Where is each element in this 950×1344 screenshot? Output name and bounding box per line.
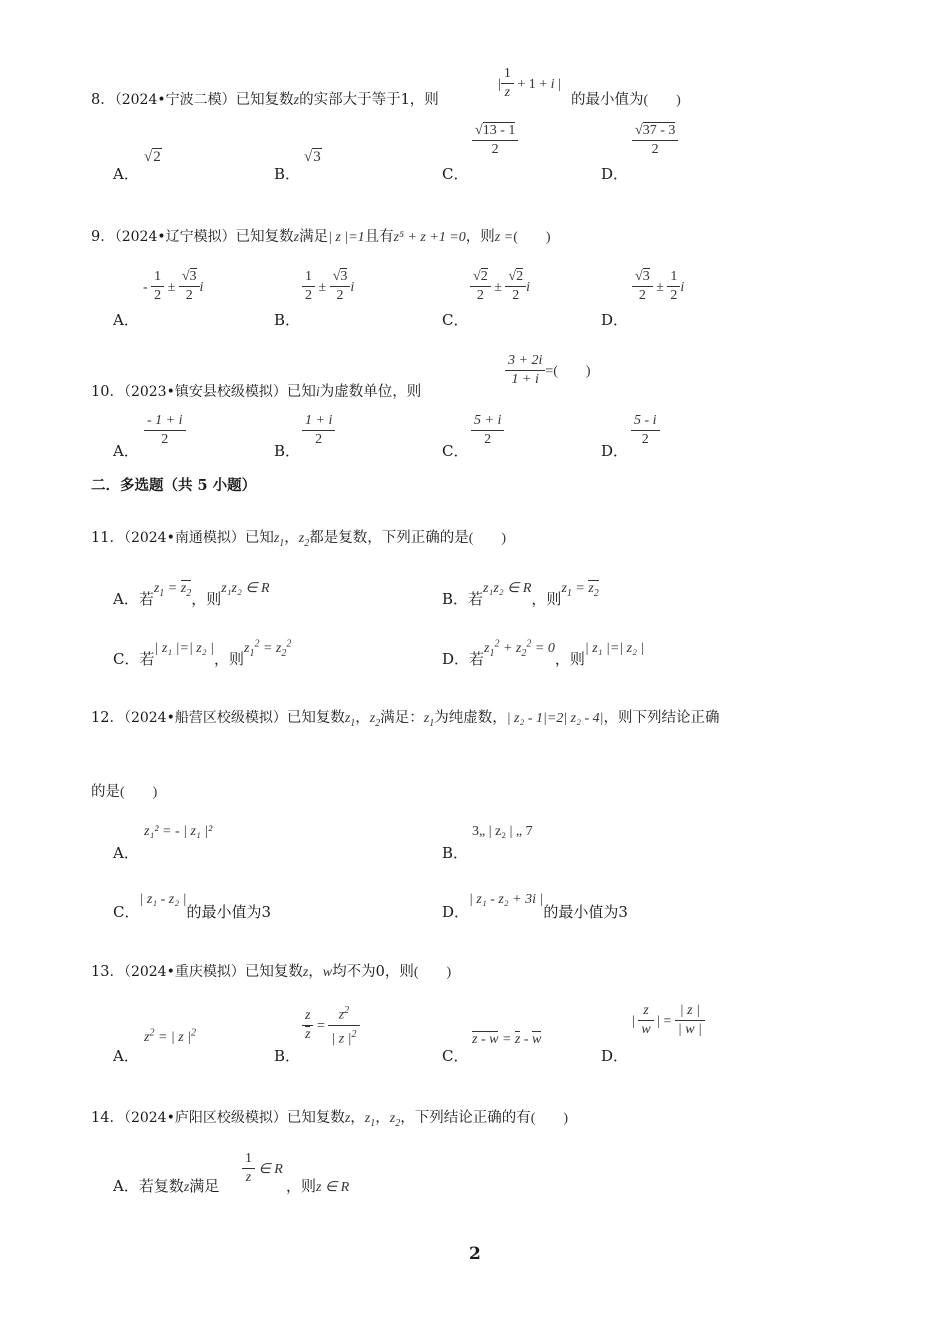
- q10-text-1: 已知: [286, 384, 316, 400]
- q12-option-c: [113, 892, 272, 922]
- q14-option-a: A．若复数z满足: [113, 1177, 220, 1195]
- q8-expression: | $\frac{1}{z}$ + 1 + i |: [498, 66, 561, 100]
- q10-a-denominator: 2: [161, 432, 169, 447]
- q11-c-then: ，则: [213, 650, 244, 668]
- q14-a-label: A．若复数: [113, 1177, 184, 1195]
- q10-option-d-label: D．: [601, 442, 629, 460]
- q11-text-2: 都是复数，下列正确的是: [309, 530, 469, 546]
- q12-text-4: ，则下列结论正确: [603, 710, 720, 726]
- q10-d-numerator: 5 - i: [631, 412, 660, 431]
- q12-condition: | z₂ - 1|=2| z₂ - 4|: [506, 711, 604, 726]
- q13-number: 13．: [91, 964, 124, 980]
- q12-source: （2024•船营区校级模拟）: [123, 710, 287, 726]
- q10-frac-denominator: 1 + i: [511, 372, 539, 387]
- q9-text-3: 且有: [364, 229, 394, 245]
- q13-option-b-math: $\frac{z}{z}$ = $\frac{z^2}{| z |^2}$: [302, 1002, 360, 1048]
- question-14: 14．（2024•庐阳区校级模拟）已知复数z，$z_1$，$z_2$，下列结论正确的有( ): [91, 1110, 569, 1129]
- q13-text-2: 均不为0，则: [332, 964, 414, 980]
- q9-option-c-math: $\frac{√2}{2}$ ± $\frac{√2}{2}$ i: [470, 268, 530, 305]
- q12-option-d: [442, 892, 628, 922]
- q9-answer: z =: [494, 230, 514, 245]
- q8-d-denominator: 2: [651, 142, 659, 157]
- q9-option-b-math: $\frac{1}{2}$ ± $\frac{√3}{2}$ i: [302, 268, 354, 305]
- q13-option-c-math: z - w = z - w: [472, 1032, 542, 1047]
- q10-b-denominator: 2: [315, 432, 323, 447]
- question-8: [91, 88, 439, 109]
- q13-text-1: 已知复数: [244, 964, 303, 980]
- q8-a-radicand: 2: [153, 149, 161, 165]
- q12-option-a-label: A．: [113, 844, 139, 862]
- question-12-continued: [91, 780, 157, 801]
- q8-option-c-label: C．: [442, 165, 469, 183]
- q8-text-2: 的实部大于等于1，则: [299, 92, 439, 108]
- q14-source: （2024•庐阳区校级模拟）: [123, 1110, 287, 1126]
- q10-d-denominator: 2: [641, 432, 649, 447]
- q9-condition-1: | z |=1: [328, 230, 365, 245]
- q14-option-a-tail: [286, 1175, 349, 1196]
- q11-a-label: A．若: [113, 590, 154, 608]
- q14-option-a-math: $\frac{1}{z}$ ∈ R: [242, 1150, 283, 1187]
- q9-option-a-math: - $\frac{1}{2}$ ± $\frac{√3}{2}$ i: [143, 269, 204, 303]
- q13-option-d-label: D．: [601, 1047, 629, 1065]
- q8-source: （2024•宁波二模）: [114, 92, 236, 108]
- question-10: [91, 380, 421, 401]
- q10-number: 10．: [91, 384, 124, 400]
- q9-option-c-label: C．: [442, 311, 469, 329]
- q11-source: （2024•南通模拟）: [123, 530, 245, 546]
- q11-b-label: B．若: [442, 590, 484, 608]
- q12-answer-paren: ( ): [120, 785, 158, 800]
- q11-a-then: ，则: [191, 590, 222, 608]
- q11-c-label: C．若: [113, 650, 155, 668]
- q10-option-c-math: [471, 412, 504, 449]
- q13-option-a-math: $z^2$ = | z $|^2$: [144, 1027, 197, 1045]
- q12-c-expr: | z₁ - z₂ |: [139, 892, 187, 907]
- q10-answer-paren: ( ): [553, 364, 591, 379]
- q11-d-label: D．若: [442, 650, 485, 668]
- q9-var: z: [293, 230, 300, 245]
- q14-a-conclusion: z ∈ R: [316, 1180, 350, 1195]
- q8-option-b-math: √3: [304, 149, 321, 165]
- q14-text-2: ，下列结论正确的有: [400, 1110, 531, 1126]
- q10-c-denominator: 2: [484, 432, 492, 447]
- q10-option-a-math: [144, 412, 186, 449]
- q10-var: i: [315, 385, 320, 400]
- q9-text-4: ，则: [465, 229, 495, 245]
- q12-option-b-math: 3„ | z₂ | „ 7: [472, 824, 533, 839]
- q10-text-2: 为虚数单位，则: [319, 384, 422, 400]
- q9-text-1: 已知复数: [235, 229, 294, 245]
- q12-option-b-label: B．: [442, 844, 469, 862]
- q11-b-condition: z₁z₂ ∈ R: [483, 581, 532, 596]
- q8-option-a-math: √2: [144, 149, 161, 165]
- q8-text-1: 已知复数: [235, 92, 294, 108]
- q12-text-1: 已知复数: [286, 710, 345, 726]
- q8-option-c-math: $\frac{√13 - 1}{2}$: [472, 122, 518, 159]
- q11-answer-paren: ( ): [468, 531, 507, 546]
- q10-source: （2023•镇安县校级模拟）: [123, 384, 287, 400]
- page-number: 2: [469, 1244, 481, 1264]
- q11-a-conclusion: z₁z₂ ∈ R: [221, 581, 270, 596]
- q13-option-c-label: C．: [442, 1047, 469, 1065]
- q13-option-a-label: A．: [113, 1047, 139, 1065]
- q8-option-d-math: $\frac{√37 - 3}{2}$: [632, 122, 678, 159]
- q11-text-1: 已知: [244, 530, 274, 546]
- q10-equals: =: [545, 364, 554, 379]
- q13-answer-paren: ( ): [413, 965, 452, 980]
- q10-c-numerator: 5 + i: [471, 412, 504, 431]
- q13-option-b-label: B．: [274, 1047, 301, 1065]
- q14-a-then: ，则: [286, 1177, 317, 1195]
- q14-a-text: 满足: [189, 1177, 220, 1195]
- q12-d-tail: 的最小值为3: [543, 903, 628, 921]
- question-13: 13．（2024•重庆模拟）已知复数z，w均不为0，则( ): [91, 964, 452, 980]
- q11-c-condition: | z₁ |=| z₂ |: [154, 641, 214, 656]
- q8-option-a-label: A．: [113, 165, 139, 183]
- q13-option-d-math: | $\frac{z}{w}$ | = $\frac{| z |}{| w |}$: [632, 1002, 705, 1039]
- q12-c-label: C．: [113, 903, 140, 921]
- q8-c-denominator: 2: [491, 142, 499, 157]
- q11-b-then: ，则: [531, 590, 562, 608]
- q14-answer-paren: ( ): [530, 1111, 569, 1126]
- q8-option-d-label: D．: [601, 165, 629, 183]
- q10-option-c-label: C．: [442, 442, 469, 460]
- q8-b-radicand: 3: [313, 149, 321, 165]
- q12-text-5: 的是: [91, 784, 120, 800]
- q10-expression: [505, 352, 591, 389]
- q11-option-d: D．若$z_1^2 + z_2^2 = 0$，则| z₁ |=| z₂ |: [442, 638, 645, 668]
- q9-option-d-math: $\frac{√3}{2}$ ± $\frac{1}{2}$ i: [632, 268, 684, 305]
- q12-number: 12．: [91, 710, 124, 726]
- q11-number: 11．: [91, 530, 124, 546]
- q9-text-2: 满足: [299, 229, 329, 245]
- q10-b-numerator: 1 + i: [302, 412, 335, 431]
- section-heading-multiple-choice: 二．多选题（共 5 小题）: [91, 477, 257, 494]
- question-9: [91, 225, 551, 246]
- q8-var: z: [293, 93, 300, 108]
- q8-tail: [571, 88, 681, 109]
- q12-text-3: 为纯虚数，: [434, 710, 507, 726]
- q10-option-d-math: [631, 412, 660, 449]
- q12-text-2: 满足：: [380, 710, 424, 726]
- q10-a-numerator: - 1 + i: [144, 412, 186, 431]
- question-11: 11．（2024•南通模拟）已知$z_1$，$z_2$都是复数，下列正确的是( ): [91, 530, 507, 549]
- q9-option-a-label: A．: [113, 311, 139, 329]
- q11-d-conclusion: | z₁ |=| z₂ |: [584, 641, 645, 656]
- q8-answer-paren: ( ): [643, 93, 681, 108]
- q12-option-a-math: z₁² = - | z₁ |²: [144, 824, 213, 839]
- q12-d-expr: | z₁ - z₂ + 3i |: [469, 892, 544, 907]
- q10-option-b-math: [302, 412, 335, 449]
- q8-text-3: 的最小值为: [571, 92, 644, 108]
- q9-option-d-label: D．: [601, 311, 629, 329]
- q8-d-numerator: 37 - 3: [642, 123, 676, 138]
- q9-answer-paren: ( ): [513, 230, 551, 245]
- q8-option-b-label: B．: [274, 165, 301, 183]
- q9-condition-2: z⁵ + z +1 =0: [393, 230, 466, 245]
- q9-number: 9．: [91, 229, 115, 245]
- q14-number: 14．: [91, 1110, 124, 1126]
- q8-number: 8．: [91, 92, 115, 108]
- question-12: 12．（2024•船营区校级模拟）已知复数$z_1$，$z_2$满足：$z_1$为纯虚数，| z₂ - 1|=2| z₂ - 4|，则下列结论正确: [91, 710, 720, 729]
- q10-option-b-label: B．: [274, 442, 301, 460]
- q10-frac-numerator: 3 + 2i: [505, 352, 545, 371]
- q10-option-a-label: A．: [113, 442, 139, 460]
- q11-d-then: ，则: [554, 650, 585, 668]
- q9-option-b-label: B．: [274, 311, 301, 329]
- q11-option-a: A．若$z_1 = z_2$，则z₁z₂ ∈ R: [113, 581, 270, 608]
- q14-text-1: 已知复数: [286, 1110, 345, 1126]
- q11-option-c: C．若| z₁ |=| z₂ |，则$z_1^2 = z_2^2$: [113, 638, 292, 668]
- q12-d-label: D．: [442, 903, 470, 921]
- q8-c-numerator: 13 - 1: [482, 123, 516, 138]
- q11-option-b: B．若z₁z₂ ∈ R，则$z_1 = z_2$: [442, 581, 599, 608]
- q13-source: （2024•重庆模拟）: [123, 964, 245, 980]
- q9-source: （2024•辽宁模拟）: [114, 229, 236, 245]
- q12-c-tail: 的最小值为3: [186, 903, 272, 921]
